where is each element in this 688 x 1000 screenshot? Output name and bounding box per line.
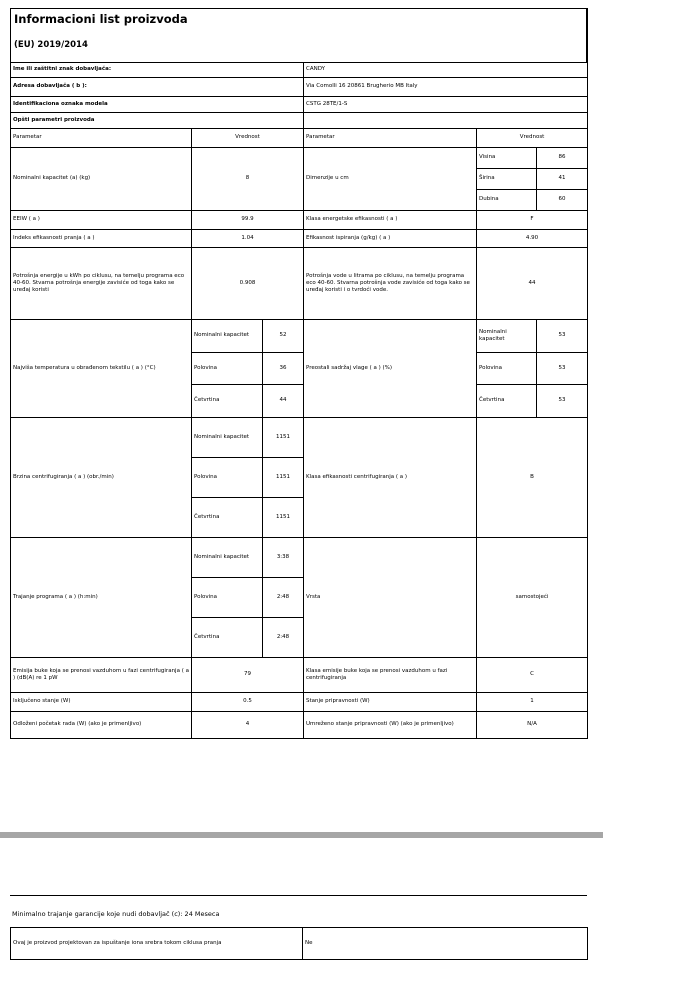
spin-half-value: 1151 <box>263 457 304 497</box>
table-row <box>11 247 588 319</box>
col-header-param-2: Parametar <box>304 128 477 147</box>
silver-ion-value: Ne <box>303 928 588 960</box>
moist-half-value: 53 <box>537 352 588 384</box>
noise-value: 79 <box>192 657 304 692</box>
washing-index-value: 1.04 <box>192 229 304 247</box>
model-label: Identifikaciona oznaka modela <box>11 96 304 112</box>
column-header-row <box>11 128 588 147</box>
spin-quarter-value: 1151 <box>263 497 304 537</box>
energy-class-label: Klasa energetske efikasnosti ( a ) <box>304 210 477 229</box>
table-row <box>11 537 588 577</box>
moisture-label: Preostali sadržaj vlage ( a ) (%) <box>304 319 477 417</box>
spin-class-label: Klasa efikasnosti centrifugiranja ( a ) <box>304 417 477 537</box>
eeiw-value: 99.9 <box>192 210 304 229</box>
dur-quarter-value: 2:48 <box>263 617 304 657</box>
supplier-address-row <box>11 77 588 96</box>
depth-label: Dubina <box>477 189 537 210</box>
supplier-address-label: Adresa dobavljača ( b ): <box>11 77 304 96</box>
energy-consumption-label: Potrošnja energije u kWh po ciklusu, na temelju programa eco 40-60. Stvarna potrošnja energije zavisiće od toga kako se uređaj koristi <box>11 247 192 319</box>
col-header-value: Vrednost <box>192 128 304 147</box>
temp-quarter-value: 44 <box>263 384 304 417</box>
general-params-label: Opšti parametri proizvoda <box>11 112 304 128</box>
depth-value: 60 <box>537 189 588 210</box>
general-params-row <box>11 112 588 128</box>
temp-quarter-label: Četvrtina <box>192 384 263 417</box>
noise-class-label: Klasa emisije buke koja se prenosi vazduhom u fazi centrifugiranja <box>304 657 477 692</box>
spin-class-value: B <box>477 417 588 537</box>
network-standby-value: N/A <box>477 711 588 738</box>
silver-ion-table <box>10 927 588 960</box>
dur-nominal-label: Nominalni kapacitet <box>192 537 263 577</box>
washing-index-label: Indeks efikasnosti pranja ( a ) <box>11 229 192 247</box>
dur-half-label: Polovina <box>192 577 263 617</box>
duration-label: Trajanje programa ( a ) (h:min) <box>11 537 192 657</box>
table-row <box>11 319 588 352</box>
temperature-label: Najviša temperatura u obrađenom tekstilu ( a ) (°C) <box>11 319 192 417</box>
spin-nominal-value: 1151 <box>263 417 304 457</box>
energy-class-value: F <box>477 210 588 229</box>
temp-nominal-label: Nominalni kapacitet <box>192 319 263 352</box>
dur-nominal-value: 3:38 <box>263 537 304 577</box>
table-row <box>11 147 588 168</box>
rinsing-label: Efikasnost ispiranja (g/kg) ( a ) <box>304 229 477 247</box>
model-row <box>11 96 588 112</box>
type-value: samostojeći <box>477 537 588 657</box>
height-value: 86 <box>537 147 588 168</box>
rinsing-value: 4.90 <box>477 229 588 247</box>
noise-class-value: C <box>477 657 588 692</box>
dimensions-label: Dimenzije u cm <box>304 147 477 210</box>
page-separator <box>0 832 603 838</box>
delay-start-value: 4 <box>192 711 304 738</box>
delay-start-label: Odloženi početak rada (W) (ako je primenljivo) <box>11 711 192 738</box>
noise-label: Emisija buke koja se prenosi vazduhom u fazi centrifugiranja ( a ) (dB(A) re 1 pW <box>11 657 192 692</box>
eeiw-label: EEIW ( a ) <box>11 210 192 229</box>
product-info-table <box>10 8 588 739</box>
dur-quarter-label: Četvrtina <box>192 617 263 657</box>
height-label: Visina <box>477 147 537 168</box>
standby-value: 1 <box>477 692 588 711</box>
water-consumption-value: 44 <box>477 247 588 319</box>
temp-half-value: 36 <box>263 352 304 384</box>
moist-quarter-value: 53 <box>537 384 588 417</box>
temp-half-label: Polovina <box>192 352 263 384</box>
off-mode-value: 0.5 <box>192 692 304 711</box>
col-header-value-2: Vrednost <box>477 128 588 147</box>
width-value: 41 <box>537 168 588 189</box>
table-row <box>11 711 588 738</box>
moist-nominal-value: 53 <box>537 319 588 352</box>
width-label: Širina <box>477 168 537 189</box>
water-consumption-label: Potrošnja vode u litrama po ciklusu, na temelju programa eco 40-60. Stvarna potrošnja vode zavisiće od toga kako se uređaj koristi i o tvrdoći vode. <box>304 247 477 319</box>
moist-half-label: Polovina <box>477 352 537 384</box>
spin-nominal-label: Nominalni kapacitet <box>192 417 263 457</box>
off-mode-label: Isključeno stanje (W) <box>11 692 192 711</box>
table-row <box>11 229 588 247</box>
supplier-name-label: Ime ili zaštitni znak dobavljača: <box>11 62 304 77</box>
supplier-name-value: CANDY <box>304 62 588 77</box>
page-title: Informacioni list proizvoda <box>14 12 188 26</box>
capacity-label: Nominalni kapacitet (a) (kg) <box>11 147 192 210</box>
regulation-subtitle: (EU) 2019/2014 <box>14 40 88 50</box>
col-header-param: Parametar <box>11 128 192 147</box>
table-row <box>11 210 588 229</box>
moist-quarter-label: Četvrtina <box>477 384 537 417</box>
footer-divider <box>10 895 587 896</box>
network-standby-label: Umreženo stanje pripravnosti (W) (ako je primenljivo) <box>304 711 477 738</box>
dur-half-value: 2:48 <box>263 577 304 617</box>
supplier-name-row <box>11 62 588 77</box>
silver-ion-label: Ovaj je proizvod projektovan za ispuštanje iona srebra tokom ciklusa pranja <box>11 928 303 960</box>
energy-consumption-value: 0.908 <box>192 247 304 319</box>
guarantee-text: Minimalno trajanje garancije koje nudi dobavljač (c): 24 Meseca <box>12 910 220 918</box>
table-row <box>11 657 588 692</box>
table-row <box>11 417 588 457</box>
table-row <box>11 692 588 711</box>
capacity-value: 8 <box>192 147 304 210</box>
moist-nominal-label: Nominalni kapacitet <box>477 319 537 352</box>
spin-speed-label: Brzina centrifugiranja ( a ) (obr./min) <box>11 417 192 537</box>
type-label: Vrsta <box>304 537 477 657</box>
supplier-address-value: Via Comolli 16 20861 Brugherio MB Italy <box>304 77 588 96</box>
standby-label: Stanje pripravnosti (W) <box>304 692 477 711</box>
model-value: CSTG 28TE/1-S <box>304 96 588 112</box>
temp-nominal-value: 52 <box>263 319 304 352</box>
spin-half-label: Polovina <box>192 457 263 497</box>
spin-quarter-label: Četvrtina <box>192 497 263 537</box>
